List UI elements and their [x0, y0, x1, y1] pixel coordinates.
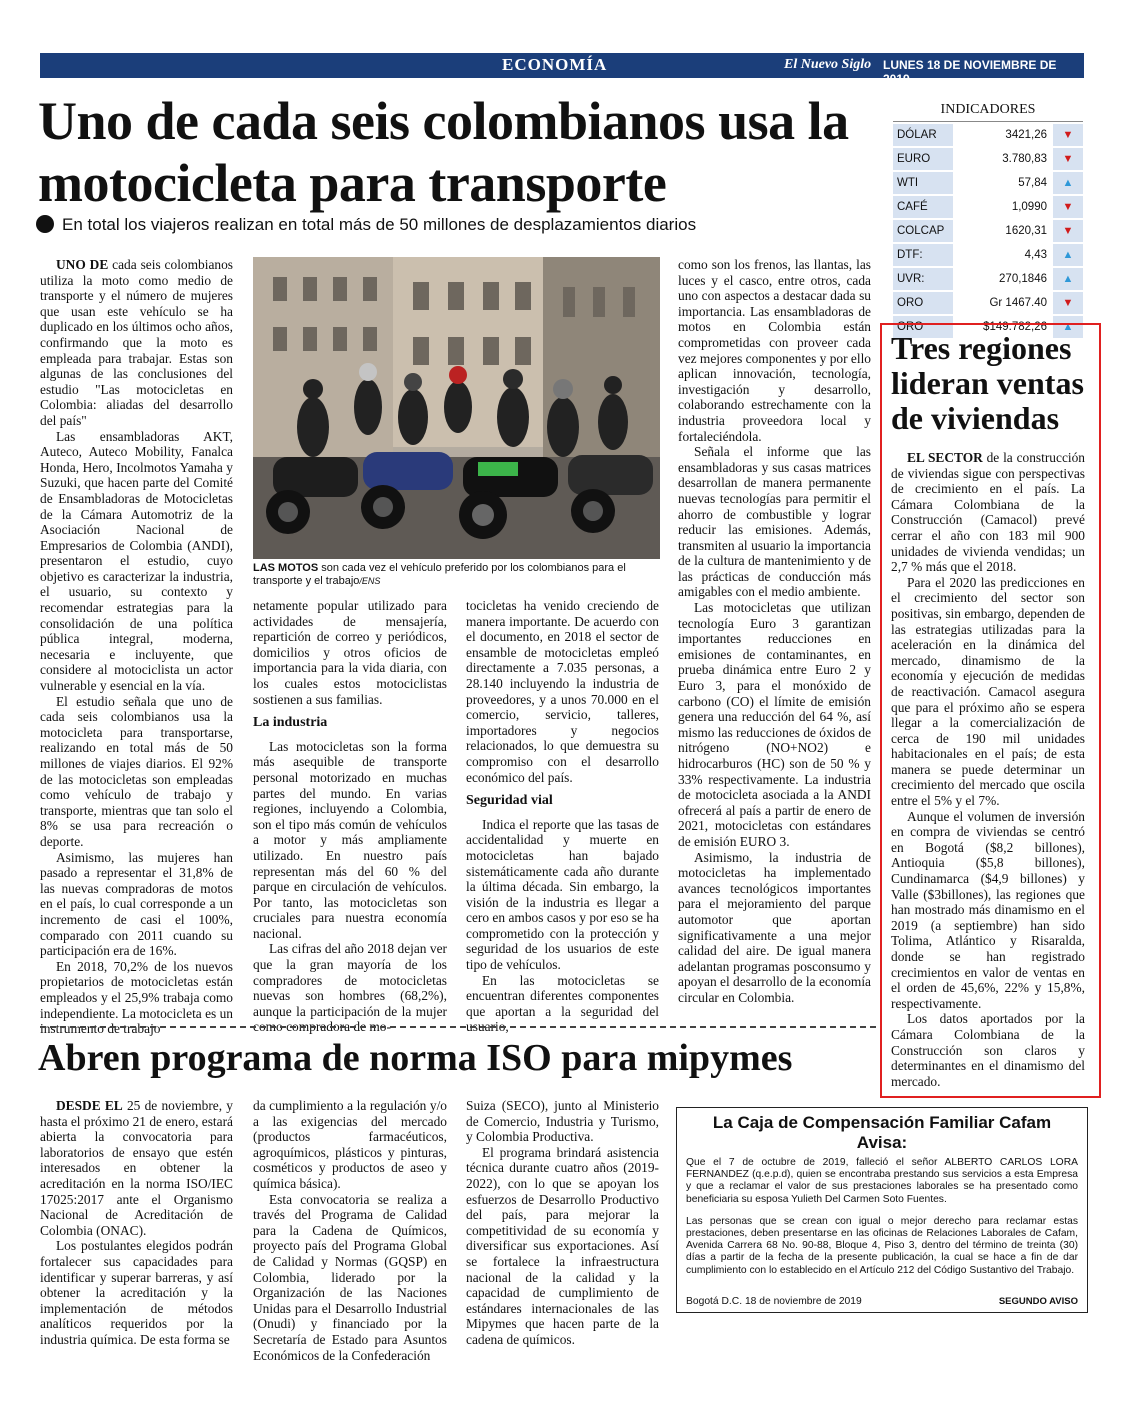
article-paragraph: DESDE EL 25 de noviembre, y hasta el próximo 21 de enero, estará abierta la convocatoria para laboratorios de ensayo que estén interesados en obtener la acreditación en la norma ISO/IEC 17025:2017 ante el Organismo Nacional de Acreditación de Colombia (ONAC). — [40, 1098, 233, 1238]
article-paragraph: Señala el informe que las ensambladoras y sus casas matrices desarrollan de manera permanente nuevas tecnologías para permitir el ahorro de combustible y lograr reducir las emisiones. Además, transmiten al usuario la importancia de la cultura de mantenimiento y de las prácticas de conducción más amigables con el medio ambiente. — [678, 444, 871, 600]
article-paragraph: Asimismo, las mujeres han pasado a representar el 31,8% de las nuevas compradoras de motos en el país, lo cual corresponde a un incremento de casi el 100%, comparado con 2011 cuando su participación era de 16%. — [40, 849, 233, 959]
article-paragraph: Suiza (SECO), junto al Ministerio de Comercio, Industria y Turismo, y Colombia Productiva. — [466, 1098, 659, 1145]
cafam-notice — [676, 1107, 1088, 1313]
indicator-value: 1,0990 — [953, 196, 1053, 218]
lead-in: UNO DE — [56, 257, 109, 272]
indicator-value: 3.780,83 — [953, 148, 1053, 170]
trend-up-icon: ▲ — [1062, 249, 1074, 261]
iso-headline: Abren programa de norma ISO para mipymes — [38, 1037, 793, 1079]
indicators-title: INDICADORES — [893, 99, 1083, 122]
indicator-value: 3421,26 — [953, 124, 1053, 146]
caption-lead: LAS MOTOS — [253, 562, 319, 574]
iso-column-1 — [40, 1098, 233, 1348]
article-paragraph: netamente popular utilizado para actividades de mensajería, repartición de correo y periódicos, domicilios y otros oficios de importancia para la vida diaria, con los cuales estos motociclistas sostienen a sus familias. — [253, 598, 447, 707]
notice-paragraph: Que el 7 de octubre de 2019, falleció el señor ALBERTO CARLOS LORA FERNANDEZ (q.e.p.d), quien se encontraba prestando sus servicios a esta Empresa y que a reclamar el valor de sus prestaciones laborales se ha presentado como beneficiaria su esposa Yulieth Del Carmen Soto Fuentes. — [686, 1157, 1078, 1205]
article-column-3 — [466, 598, 659, 1035]
iso-column-2 — [253, 1098, 447, 1363]
article-paragraph: Las motocicletas son la forma más asequible de transporte personal motorizado en muchas partes del mundo. En varias regiones, incluyendo a Colombia, son el tipo más común de vehículos a motor y más ampliamente utilizado. En nuestro país representan más del 60 % del parque en circulación de vehículos. Por tanto, las motocicletas son cruciales para nuestra economía nacional. — [253, 738, 447, 941]
article-paragraph: tocicletas ha venido creciendo de manera importante. De acuerdo con el documento, en 2018 el sector de ensamble de motocicletas empleó directamente a 7.035 personas, a 28.140 incluyendo la industria de proveedores, y a unos 70.000 en el comercio, servicio, talleres, importadores y negocios relacionados, lo que demuestra su compromiso con el desarrollo económico del país. — [466, 598, 659, 785]
indicator-row — [893, 124, 1083, 146]
photo-credit: /ENS — [359, 576, 381, 586]
indicator-value: 270,1846 — [953, 268, 1053, 290]
indicator-name: WTI — [897, 177, 919, 189]
notice-paragraph: Las personas que se crean con igual o mejor derecho para reclamar estas prestaciones, deben presentarse en las oficinas de Relaciones Laborales de Cafam, Avenida Carrera 68 No. 90-88, Bloque 4, Piso 3, dentro del término de treinta (30) días a partir de la fecha de la presente publicación, la cual se hace a fin de dar cumplimiento con lo establecido en el Artículo 212 del Código Sustantivo del Trabajo. — [686, 1215, 1078, 1276]
trend-down-icon: ▼ — [1062, 129, 1074, 141]
indicator-name: ORO — [897, 321, 924, 333]
article-paragraph: como son los frenos, las llantas, las luces y el casco, entre otros, cada uno con aspectos a destacar dada su importancia. Las ensambladoras de motos en Colombia están comprometidas con proveer cada vez mejores componentes y por ello aplican innovación, tecnología, investigación y desarrollo, colaborando estrechamente con la industria proveedora local y fortaleciéndola. — [678, 257, 871, 444]
article-paragraph: Esta convocatoria se realiza a través del Programa de Calidad para la Cadena de Químicos, proyecto país del Programa Global de Calidad y Normas (GQSP) en Colombia, liderado por la Organización de las Naciones Unidas para el Desarrollo Industrial (Onudi) y financiado por la Secretaría de Estado para Asuntos Económicos de la Confederación — [253, 1191, 447, 1363]
indicator-row — [893, 220, 1083, 242]
article-column-2 — [253, 598, 447, 1035]
page-number: 3B — [1095, 53, 1121, 75]
indicator-value: 4,43 — [953, 244, 1053, 266]
article-paragraph: En las motocicletas se encuentran diferentes componentes que aportan a la seguridad del usuario, — [466, 972, 659, 1035]
indicator-row — [893, 244, 1083, 266]
main-subhead — [36, 215, 876, 235]
trend-up-icon: ▲ — [1062, 177, 1074, 189]
indicator-row — [893, 148, 1083, 170]
notice-tag: SEGUNDO AVISO — [998, 1296, 1078, 1307]
lead-in: DESDE EL — [56, 1098, 123, 1113]
article-paragraph: EL SECTOR de la construcción de viviendas sigue con perspectivas de crecimiento en el país. La Cámara Colombiana de la Construcción (Camacol) prevé cerrar el año con 183 mil 900 unidades de vivienda vendidas; un 2,7 % más que el 2018. — [891, 450, 1085, 575]
article-paragraph: Indica el reporte que las tasas de accidentalidad y muerte en motocicletas han bajado sistemáticamente cada año durante la última década. Sin embargo, la visión de la industria es llegar a cero en ambos casos y por eso se ha comprometido con la protección y seguridad de los usuarios de este tipo de vehículos. — [466, 816, 659, 973]
indicator-row — [893, 292, 1083, 314]
article-paragraph: Las motocicletas que utilizan tecnología Euro 3 garantizan importantes reducciones en emisiones de contaminantes, en prueba dinámica entre Euro 2 y Euro 3, para el monóxido de carbono (CO) el límite de emisión genera una reducción del 64 %, así mismo las reducciones de óxidos de nitrógeno (NO+NO2) e hidrocarburos (HC) son de 50 % y 33% respectivamente. La industria de motocicleta asociada a la ANDI ofrecerá al país a partir de enero de 2021, motocicletas con estándares de emisión EURO 3. — [678, 600, 872, 849]
bullet-icon — [36, 215, 54, 233]
indicators-table — [893, 99, 1083, 338]
indicator-value: 1620,31 — [953, 220, 1053, 242]
lead-in: EL SECTOR — [907, 450, 983, 465]
sidebar-headline: Tres regiones lideran ventas de viviendas — [891, 330, 1084, 436]
indicator-name: EURO — [897, 153, 931, 165]
main-headline: Uno de cada seis colombianos usa la motocicleta para transporte — [38, 91, 849, 213]
iso-column-3 — [466, 1098, 659, 1348]
trend-down-icon: ▼ — [1062, 153, 1074, 165]
photo-caption: LAS MOTOS son cada vez el vehículo preferido por los colombianos para el transporte y el trabajo/ENS — [253, 562, 626, 587]
article-paragraph: En 2018, 70,2% de los nuevos propietarios de motocicletas están empleados y el 25,9% trabaja como independiente. La motocicleta es un instrumento de trabajo — [40, 958, 233, 1037]
article-paragraph: Asimismo, la industria de motocicletas ha implementado avances tecnológicos importantes para el mejoramiento del parque automotor que aportan significativamente a una mejor calidad del aire. De igual manera adelantan programas posconsumo y apoyan el desarrollo de la economía circular en Colombia. — [678, 849, 871, 1005]
indicators-rows — [893, 124, 1083, 338]
section-divider — [40, 1026, 876, 1028]
article-paragraph: da cumplimiento a la regulación y/o a las exigencias del mercado (productos farmacéuticos, agroquímicos, plásticos y pinturas, cosméticos y productos de aseo y química básica). — [253, 1098, 447, 1191]
indicator-name: UVR: — [897, 273, 925, 285]
article-paragraph: Las cifras del año 2018 dejan ver que la gran mayoría de los compradores de motocicletas nuevas son hombres (68,2%), aunque la participación de la mujer como compradora de mo- — [253, 941, 447, 1035]
notice-date: Bogotá D.C. 18 de noviembre de 2019 — [686, 1296, 862, 1307]
motorcycles-photo — [253, 257, 660, 559]
sidebar-article — [891, 450, 1085, 1089]
trend-down-icon: ▼ — [1062, 225, 1074, 237]
photo-illustration — [253, 257, 660, 559]
section-subheading: La industria — [253, 715, 328, 731]
indicator-name: COLCAP — [897, 225, 945, 237]
article-paragraph: UNO DE cada seis colombianos utiliza la moto como medio de transporte y el número de mujeres que usan este vehículo se ha duplicado en los últimos ocho años, confirmando que la moto es empleada para trabajar. Estas son algunas de las conclusiones del estudio "Las motocicletas en Colombia: aliadas del desarrollo del país" — [40, 257, 233, 428]
trend-up-icon: ▲ — [1062, 273, 1074, 285]
indicator-name: ORO — [897, 297, 924, 309]
indicator-name: CAFÉ — [897, 201, 928, 213]
trend-down-icon: ▼ — [1062, 201, 1074, 213]
indicator-row — [893, 196, 1083, 218]
issue-date: LUNES 18 DE NOVIEMBRE DE 2019 — [883, 58, 1057, 86]
article-paragraph: Los postulantes elegidos podrán fortalecer sus capacidades para identificar y superar barreras, y así obtener la acreditación y la implementación de métodos analíticos requeridos por la industria química. De esta forma se — [40, 1238, 233, 1347]
section-header-bar — [40, 53, 1121, 86]
article-paragraph: Los datos aportados por la Cámara Colombiana de la Construcción son claros y determinantes en el dinamismo del mercado. — [891, 1011, 1085, 1089]
indicator-name: DÓLAR — [897, 129, 937, 141]
article-column-4 — [678, 257, 871, 1006]
trend-up-icon: ▲ — [1062, 321, 1074, 333]
trend-down-icon: ▼ — [1062, 297, 1074, 309]
indicator-row — [893, 268, 1083, 290]
article-paragraph: Aunque el volumen de inversión en compra de viviendas se centró en Bogotá ($8,2 billones), Antioquia ($5,8 billones), Cundinamarca ($4,9 billones) y Valle ($3billones), las regiones que han mostrado más dinamismo en el 2019 (a septiembre) han sido Tolima, Atlántico y Risaralda, donde se han registrado crecimientos en valor de ventas en el orden de 45,6%, 22% y 15,8%, respectivamente. — [891, 808, 1085, 1011]
indicator-value: Gr 1467.40 — [953, 292, 1053, 314]
subhead-text: En total los viajeros realizan en total más de 50 millones de desplazamientos diarios — [62, 215, 697, 234]
notice-footer — [686, 1296, 1078, 1307]
notice-title: La Caja de Compensación Familiar Cafam Avisa: — [712, 1113, 1052, 1152]
article-paragraph: El estudio señala que uno de cada seis colombianos usa la motocicleta para transportarse, realizando en total más de 50 millones de viajes diarios. El 92% de las motocicletas son empleadas como vehículo de trabajo y transporte, mientras que tan solo el 8% se usa para recreación o deporte. — [40, 693, 233, 849]
indicator-row — [893, 172, 1083, 194]
indicator-name: DTF: — [897, 249, 923, 261]
section-subheading: Seguridad vial — [466, 793, 553, 809]
article-paragraph: Para el 2020 las predicciones en el crecimiento del sector son positivas, sin embargo, dependen de las estrategias utilizadas para la aceleración en la dinámica del mercado, dinamismo de la economía y ejecución de medidas de reactivación. Camacol asegura que para el próximo año se espera llegar a la comercialización de cerca de 190 mil unidades habitacionales en el país; de esta manera se puede determinar un crecimiento del mercado que oscila entre el 5% y el 7%. — [891, 574, 1085, 809]
indicator-value: $149.782,26 — [953, 316, 1053, 338]
section-name: ECONOMÍA — [502, 55, 608, 74]
newspaper-name: El Nuevo Siglo — [784, 57, 872, 72]
article-paragraph: El programa brindará asistencia técnica durante cuatro años (2019-2022), con lo que se apoyan los esfuerzos de Desarrollo Productivo del país, para mejorar la competitividad de su economía y diversificar sus exportaciones. Así se fortalece la infraestructura nacional de la calidad y la capacidad de cumplimiento de estándares internacionales de las Mipymes que hacen parte de la cadena de químicos. — [466, 1144, 659, 1347]
indicator-value: 57,84 — [953, 172, 1053, 194]
article-paragraph: Las ensambladoras AKT, Auteco, Auteco Mobility, Fanalca Honda, Hero, Incolmotos Yamaha y Suzuki, que hacen parte del Comité de Ensambladoras de Motocicletas de la Cámara Automotriz de la Asociación Nacional de Empresarios de Colombia (ANDI), presentaron el estudio, cuyo objetivo es caracterizar la industria, el usuario, su contexto y recomendar estrategias para la consolidación de una política pública integral, moderna, necesaria e incluyente, que considere al motociclista un actor vulnerable y esencial en la vía. — [40, 428, 233, 694]
article-column-1 — [40, 257, 233, 1037]
